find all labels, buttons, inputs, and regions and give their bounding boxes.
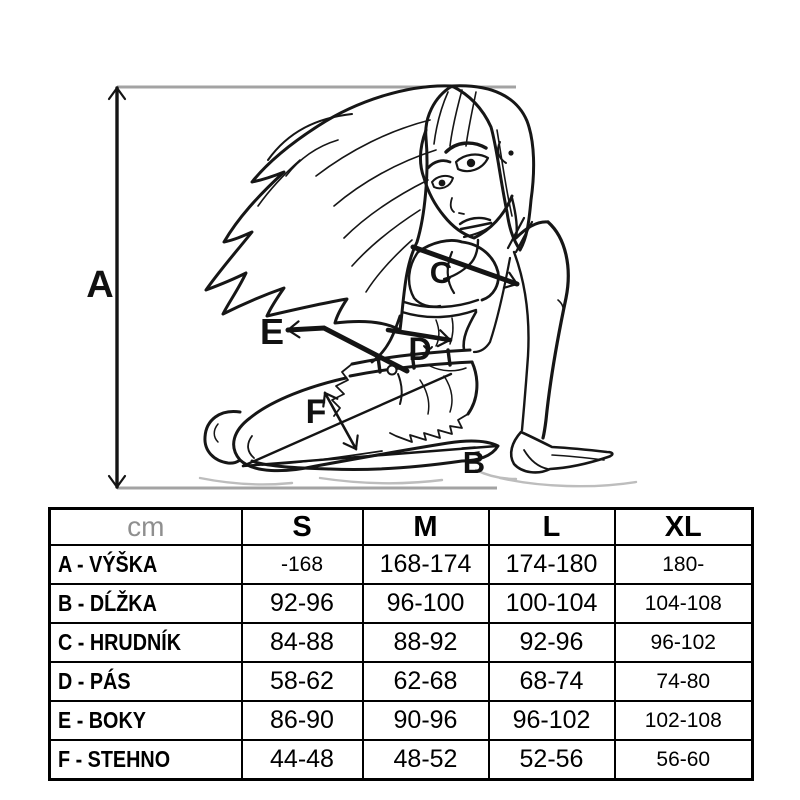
table-row (50, 701, 753, 740)
table-row (50, 545, 753, 584)
measurement-value: 104-108 (615, 584, 753, 623)
measurement-value: 168-174 (363, 545, 489, 584)
measurement-value: 84-88 (242, 623, 363, 662)
measurement-value: 174-180 (489, 545, 615, 584)
measurement-value: 86-90 (242, 701, 363, 740)
measurement-value: 96-102 (615, 623, 753, 662)
row-label: A - VÝŠKA (50, 545, 242, 584)
measurement-value: 100-104 (489, 584, 615, 623)
size-header-s: S (242, 509, 363, 546)
row-label: F - STEHNO (50, 740, 242, 780)
measurement-value: 52-56 (489, 740, 615, 780)
measure-line-c (413, 247, 517, 284)
measurement-value: 180- (615, 545, 753, 584)
row-label: C - HRUDNÍK (50, 623, 242, 662)
measure-label-f: F (305, 393, 327, 431)
unit-header: cm (50, 509, 242, 546)
measurement-value: 96-102 (489, 701, 615, 740)
measure-label-c: C (429, 255, 453, 290)
row-label: E - BOKY (50, 701, 242, 740)
measurement-value: 102-108 (615, 701, 753, 740)
measure-label-b: B (462, 445, 486, 480)
measurement-value: 56-60 (615, 740, 753, 780)
measurement-value: 44-48 (242, 740, 363, 780)
figure-illustration (205, 86, 612, 473)
measurement-value: -168 (242, 545, 363, 584)
header-row (50, 509, 753, 546)
size-table-head (50, 509, 753, 546)
size-header-xl: XL (615, 509, 753, 546)
table-row (50, 584, 753, 623)
row-label: D - PÁS (50, 662, 242, 701)
size-table (48, 507, 754, 781)
measurement-value: 92-96 (242, 584, 363, 623)
measure-label-a: A (86, 264, 114, 306)
measurement-value: 48-52 (363, 740, 489, 780)
row-label: B - DĹŽKA (50, 584, 242, 623)
table-row (50, 662, 753, 701)
measure-label-e: E (259, 311, 285, 352)
measurement-value: 68-74 (489, 662, 615, 701)
measurement-value: 96-100 (363, 584, 489, 623)
measurement-value: 62-68 (363, 662, 489, 701)
size-table-body (50, 545, 753, 780)
measurement-value: 92-96 (489, 623, 615, 662)
size-header-l: L (489, 509, 615, 546)
measurement-value: 90-96 (363, 701, 489, 740)
measure-line-f (325, 393, 356, 449)
measurement-value: 74-80 (615, 662, 753, 701)
table-row (50, 740, 753, 780)
measure-label-d: D (408, 331, 432, 367)
measure-line-e (288, 328, 407, 371)
measurement-value: 58-62 (242, 662, 363, 701)
measurement-value: 88-92 (363, 623, 489, 662)
table-row (50, 623, 753, 662)
size-header-m: M (363, 509, 489, 546)
ground-shadow (200, 470, 636, 486)
